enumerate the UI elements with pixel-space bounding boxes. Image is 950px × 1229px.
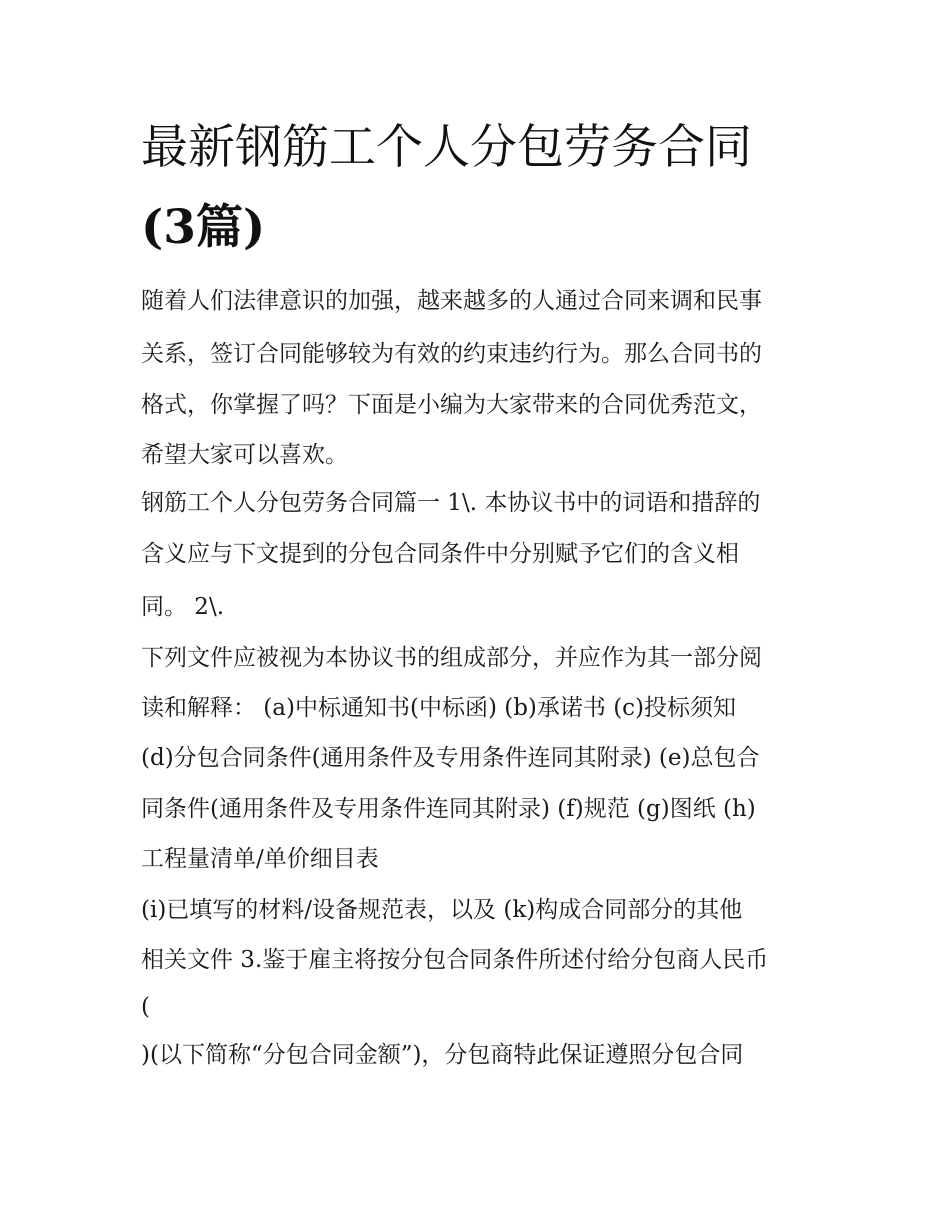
- body-line: 随着人们法律意识的加强，越来越多的人通过合同来调和民事: [141, 288, 762, 314]
- body-line: 希望大家可以喜欢。: [141, 442, 348, 468]
- body-line: 相关文件 3.鉴于雇主将按分包合同条件所述付给分包商人民币: [141, 947, 769, 973]
- body-line: )(以下简称“分包合同金额”)，分包商特此保证遵照分包合同: [141, 1042, 744, 1068]
- body-line: 格式，你掌握了吗？下面是小编为大家带来的合同优秀范文，: [141, 392, 762, 418]
- body-line: 含义应与下文提到的分包合同条件中分别赋予它们的含义相: [141, 541, 739, 567]
- document-title-line-2: (3篇): [141, 200, 266, 255]
- body-line: 同。 2\.: [141, 594, 225, 620]
- body-line: 关系，签订合同能够较为有效的约束违约行为。那么合同书的: [141, 341, 762, 367]
- body-line: 钢筋工个人分包劳务合同篇一 1\. 本协议书中的词语和措辞的: [141, 490, 761, 516]
- body-line: 读和解释： (a)中标通知书(中标函) (b)承诺书 (c)投标须知: [141, 695, 737, 721]
- body-line: (i)已填写的材料/设备规范表，以及 (k)构成合同部分的其他: [141, 897, 743, 923]
- body-line: 下列文件应被视为本协议书的组成部分，并应作为其一部分阅: [141, 645, 762, 671]
- body-line: (: [141, 994, 150, 1020]
- document-title-line-1: 最新钢筋工个人分包劳务合同: [141, 120, 752, 175]
- body-line: (d)分包合同条件(通用条件及专用条件连同其附录) (e)总包合: [141, 745, 760, 771]
- body-line: 同条件(通用条件及专用条件连同其附录) (f)规范 (g)图纸 (h): [141, 796, 756, 822]
- body-line: 工程量清单/单价细目表: [141, 846, 379, 872]
